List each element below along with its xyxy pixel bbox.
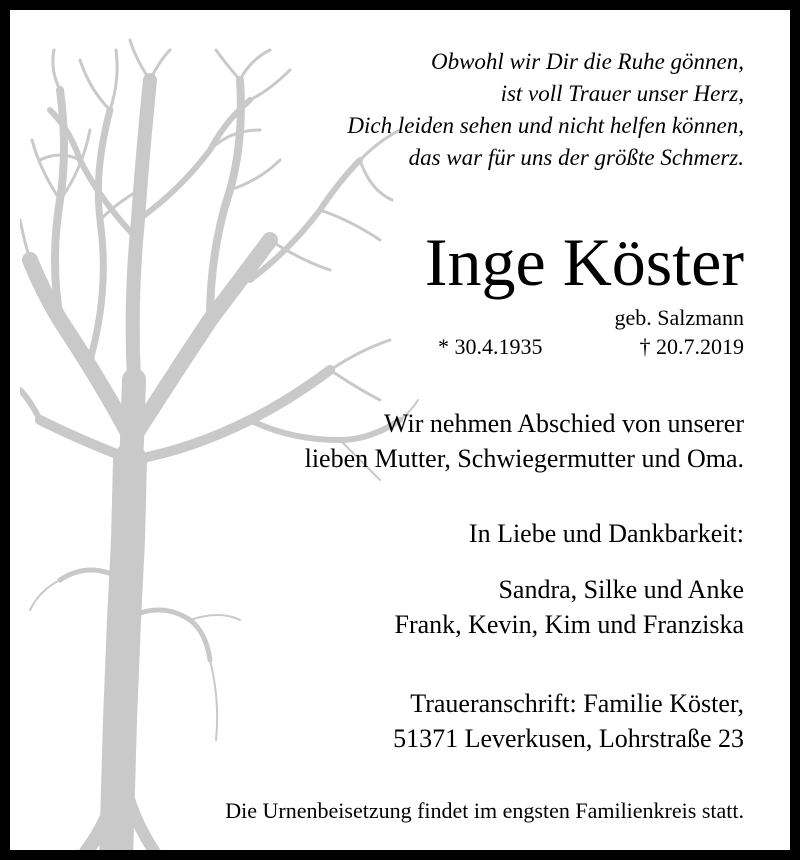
- family-line: Frank, Kevin, Kim und Franziska: [394, 610, 744, 639]
- address-line: Traueranschrift: Familie Köster,: [410, 689, 744, 718]
- memorial-poem: [347, 46, 744, 174]
- burial-note: Die Urnenbeisetzung findet im engsten Familienkreis statt.: [225, 798, 744, 823]
- farewell-line: lieben Mutter, Schwiegermutter und Oma.: [304, 444, 744, 473]
- poem-line: Dich leiden sehen und nicht helfen können,: [347, 113, 744, 138]
- farewell-line: Wir nehmen Abschied von unserer: [384, 409, 744, 438]
- gratitude-line: In Liebe und Dankbarkeit:: [468, 519, 744, 548]
- deceased-name: Inge Köster: [424, 224, 744, 300]
- birth-date: * 30.4.1935: [438, 334, 543, 359]
- family-signatures: [394, 572, 744, 642]
- maiden-name: geb. Salzmann: [614, 305, 744, 330]
- poem-line: ist voll Trauer unser Herz,: [500, 81, 744, 106]
- poem-line: das war für uns der größte Schmerz.: [408, 145, 744, 170]
- address-line: 51371 Leverkusen, Lohrstraße 23: [393, 724, 744, 753]
- mourning-address: [393, 686, 744, 756]
- poem-line: Obwohl wir Dir die Ruhe gönnen,: [430, 49, 744, 74]
- family-line: Sandra, Silke und Anke: [498, 575, 744, 604]
- farewell-message: [305, 406, 744, 476]
- death-date: † 20.7.2019: [639, 334, 744, 359]
